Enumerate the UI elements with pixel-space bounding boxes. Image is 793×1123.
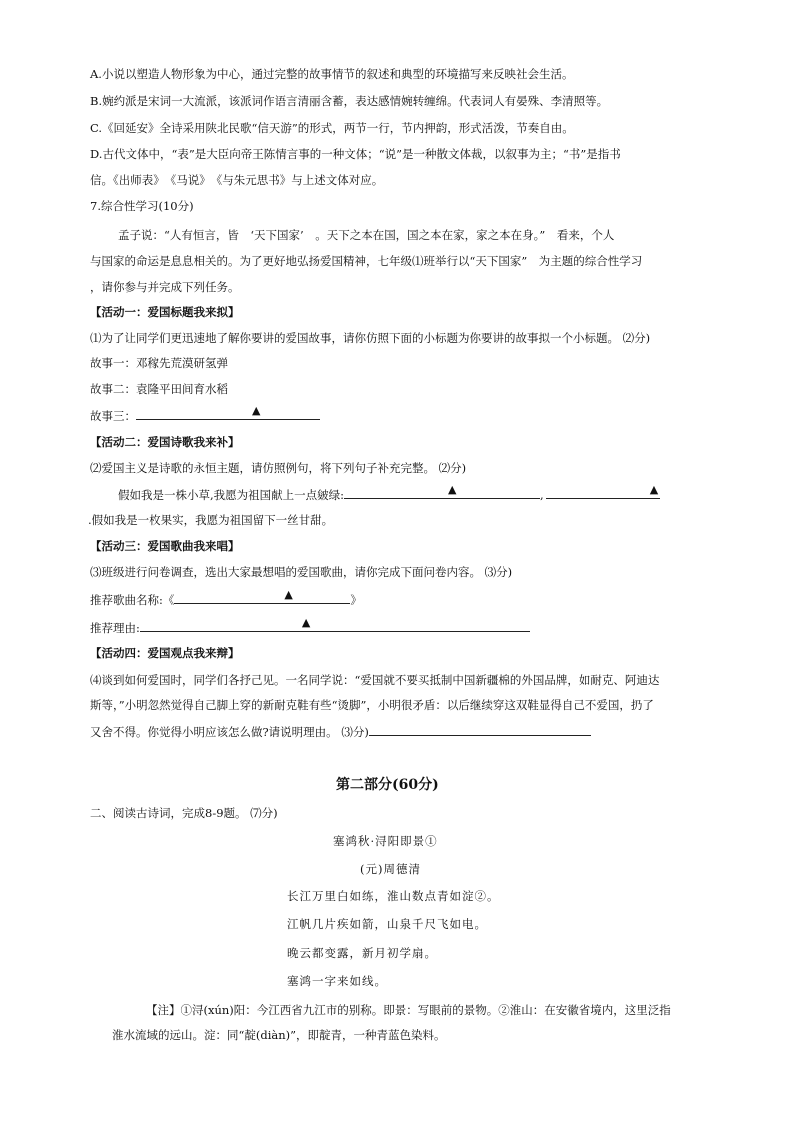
- activity4-question-row: [90, 723, 591, 740]
- poem-sentence-blank-2[interactable]: [546, 483, 660, 499]
- song-name-row: [90, 588, 362, 608]
- activity4-heading: 【活动四：爱国观点我来辩】: [90, 646, 240, 660]
- activity3-heading: 【活动三：爱国歌曲我来唱】: [90, 539, 240, 553]
- activity2-question: ⑵爱国主义是诗歌的永恒主题，请仿照例句，将下列句子补充完整。 ⑵分): [90, 461, 467, 475]
- activity3-question: ⑶班级进行问卷调查，选出大家最想唱的爱国歌曲，请你完成下面问卷内容。 ⑶分): [90, 565, 513, 579]
- part-two-title: 第二部分(60分): [336, 777, 439, 793]
- poem-line-3: 晚云都变露，新月初学扇。: [287, 946, 437, 960]
- option-d-line1: D.古代文体中，“表”是大臣向帝王陈情言事的一种文体；“说”是一种散文体裁，以叙事为主；“书”是指书: [90, 147, 621, 161]
- answer-triangle-marker: ▲: [301, 616, 311, 629]
- reason-blank[interactable]: [140, 616, 530, 632]
- story-three-label: 故事三：: [90, 409, 136, 423]
- option-a: A.小说以塑造人物形象为中心，通过完整的故事情节的叙述和典型的环境描写来反映社会生活。: [90, 67, 574, 81]
- option-b: B.婉约派是宋词一大流派，该派词作语言清丽含蓄，表达感情婉转缠绵。代表词人有晏殊、李清照等。: [90, 94, 609, 108]
- activity4-answer-blank[interactable]: [369, 723, 591, 736]
- activity1-heading: 【活动一：爱国标题我来拟】: [90, 305, 240, 319]
- story-one: 故事一：邓稼先荒漠研氢弹: [90, 356, 228, 370]
- story-three-answer-blank[interactable]: [136, 404, 320, 420]
- story-three-row: [90, 404, 320, 424]
- poem-sentence-blank-1[interactable]: [344, 483, 540, 499]
- reason-row: [90, 616, 530, 636]
- poem-line-1: 长江万里白如练，淮山数点青如淀②。: [287, 889, 500, 903]
- song-name-label: 推荐歌曲名称:《: [90, 593, 175, 607]
- q7-intro-line2: 与国家的命运是息息相关的。为了更好地弘扬爱国精神，七年级⑴班举行以“天下国家” 为主题的综合性学习: [90, 254, 643, 268]
- option-c: C.《回延安》全诗采用陕北民歌“信天游”的形式，两节一行，节内押韵，形式活泼，节奏自由。: [90, 121, 574, 135]
- annotation-line2: 淮水流域的远山。淀：同“靛(diàn)”，即靛青，一种青蓝色染料。: [112, 1028, 446, 1042]
- answer-triangle-marker: ▲: [649, 483, 659, 496]
- reason-label: 推荐理由:: [90, 621, 140, 635]
- story-two: 故事二：袁隆平田间育水稻: [90, 382, 228, 396]
- poem-line-4: 塞鸿一字来如线。: [287, 974, 387, 988]
- answer-triangle-marker: ▲: [448, 483, 457, 496]
- annotation-line1: 【注】①浔(xún)阳：今江西省九江市的别称。即景：写眼前的景物。②淮山：在安徽省境内，这里泛指: [146, 1003, 671, 1017]
- song-name-close: 》: [350, 593, 362, 607]
- activity2-heading: 【活动二：爱国诗歌我来补】: [90, 435, 240, 449]
- q7-intro-line1: 孟子说：“人有恒言，皆 ‘天下国家’ 。天下之本在国，国之本在家，家之本在身。” 看来，个人: [118, 228, 615, 242]
- section-two-heading: 二、阅读古诗词，完成8-9题。 ⑺分): [90, 806, 278, 820]
- song-name-blank[interactable]: [174, 588, 350, 604]
- activity1-question: ⑴为了让同学们更迅速地了解你要讲的爱国故事，请你仿照下面的小标题为你要讲的故事拟一个小标题。 ⑵分): [90, 331, 651, 345]
- poem-sentence-row: 假如我是一株小草,我愿为祖国献上一点皴绿: ▲ , ▲: [118, 483, 659, 502]
- poem-sentence-example: .假如我是一枚果实，我愿为祖国留下一丝甘甜。: [88, 513, 334, 527]
- activity4-question-line3: 又舍不得。你觉得小明应该怎么做?请说明理由。 ⑶分): [90, 725, 369, 739]
- poem-line-2: 江帆几片疾如箭，山泉千尺飞如电。: [287, 917, 487, 931]
- q7-intro-line3: ，请你参与并完成下列任务。: [90, 280, 240, 294]
- poem-sentence-prompt: 假如我是一株小草,我愿为祖国献上一点皴绿:: [118, 488, 345, 502]
- poem-author: (元)周德清: [360, 862, 421, 876]
- option-d-line2: 信。《出师表》 《马说》 《与朱元思书》与上述文体对应。: [90, 173, 384, 187]
- q7-title: 7.综合性学习(10分): [90, 199, 194, 213]
- answer-triangle-marker: ▲: [252, 404, 261, 417]
- poem-title: 塞鸿秋·浔阳即景①: [333, 834, 438, 848]
- activity4-question-line2: 斯等，”小明忽然觉得自己脚上穿的新耐克鞋有些“烫脚”，小明很矛盾：以后继续穿这双鞋显得自己不爱国，扔了: [90, 698, 654, 712]
- answer-triangle-marker: ▲: [284, 588, 293, 601]
- activity4-question-line1: ⑷谈到如何爱国时，同学们各抒己见。一名同学说：“爱国就不要买抵制中国新疆棉的外国品牌，如耐克、阿迪达: [90, 673, 660, 687]
